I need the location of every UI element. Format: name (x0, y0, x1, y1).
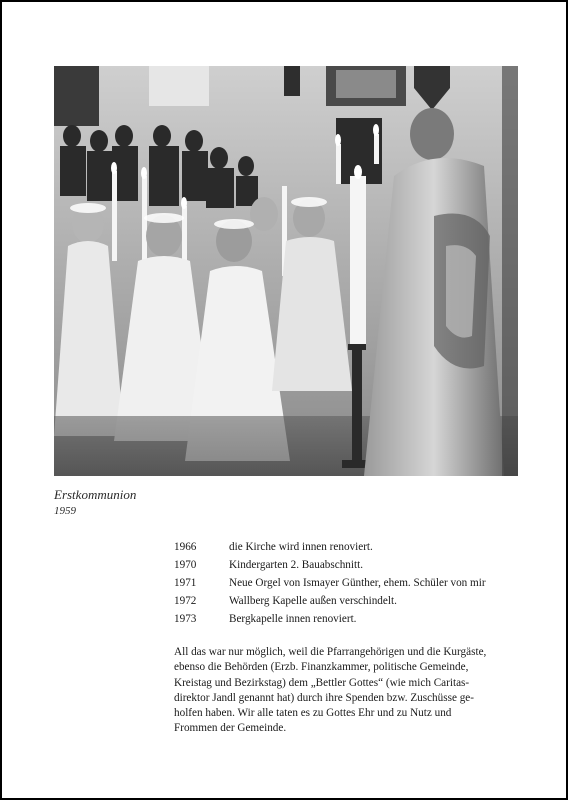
first-communion-photo (54, 66, 518, 476)
photo-caption-title: Erstkommunion (54, 487, 137, 502)
chronology-entry (174, 538, 474, 556)
chronology-text: Bergkapelle innen renoviert. (229, 613, 357, 625)
paragraph-line: direktor Jandl genannt hat) durch ihre Spenden bzw. Zuschüsse ge- (174, 691, 475, 704)
chronology-year: 1973 (174, 613, 197, 625)
chronology-text: Neue Orgel von Ismayer Günther, ehem. Schüler von mir (229, 577, 486, 589)
photo-caption-year: 1959 (54, 505, 76, 517)
chronology-entry (174, 610, 474, 628)
body-paragraph (174, 645, 500, 737)
paragraph-line: All das war nur möglich, weil die Pfarrangehörigen und die Kurgäste, (174, 646, 487, 658)
chronology-text: Wallberg Kapelle außen verschindelt. (229, 595, 397, 607)
chronology-year: 1972 (174, 595, 197, 607)
chronology-year: 1970 (174, 559, 197, 571)
chronology-year: 1966 (174, 541, 197, 553)
chronology-entry (174, 556, 474, 574)
paragraph-line: Kreistag und Bezirkstag) dem „Bettler Gottes“ (wie mich Caritas- (174, 676, 470, 689)
chronology-entry (174, 574, 486, 592)
paragraph-line: ebenso die Behörden (Erzb. Finanzkammer, politische Gemeinde, (174, 661, 469, 674)
paragraph-line: Frommen der Gemeinde. (174, 722, 287, 735)
paragraph-line: holfen haben. Wir alle taten es zu Gottes Ehr und zu Nutz und (174, 707, 452, 720)
chronology-text: Kindergarten 2. Bauabschnitt. (229, 559, 364, 571)
photo-illustration (54, 66, 518, 476)
chronology-text: die Kirche wird innen renoviert. (229, 541, 373, 553)
chronology-year: 1971 (174, 577, 197, 589)
chronology-entry (174, 592, 474, 610)
chronology-list (174, 538, 486, 628)
